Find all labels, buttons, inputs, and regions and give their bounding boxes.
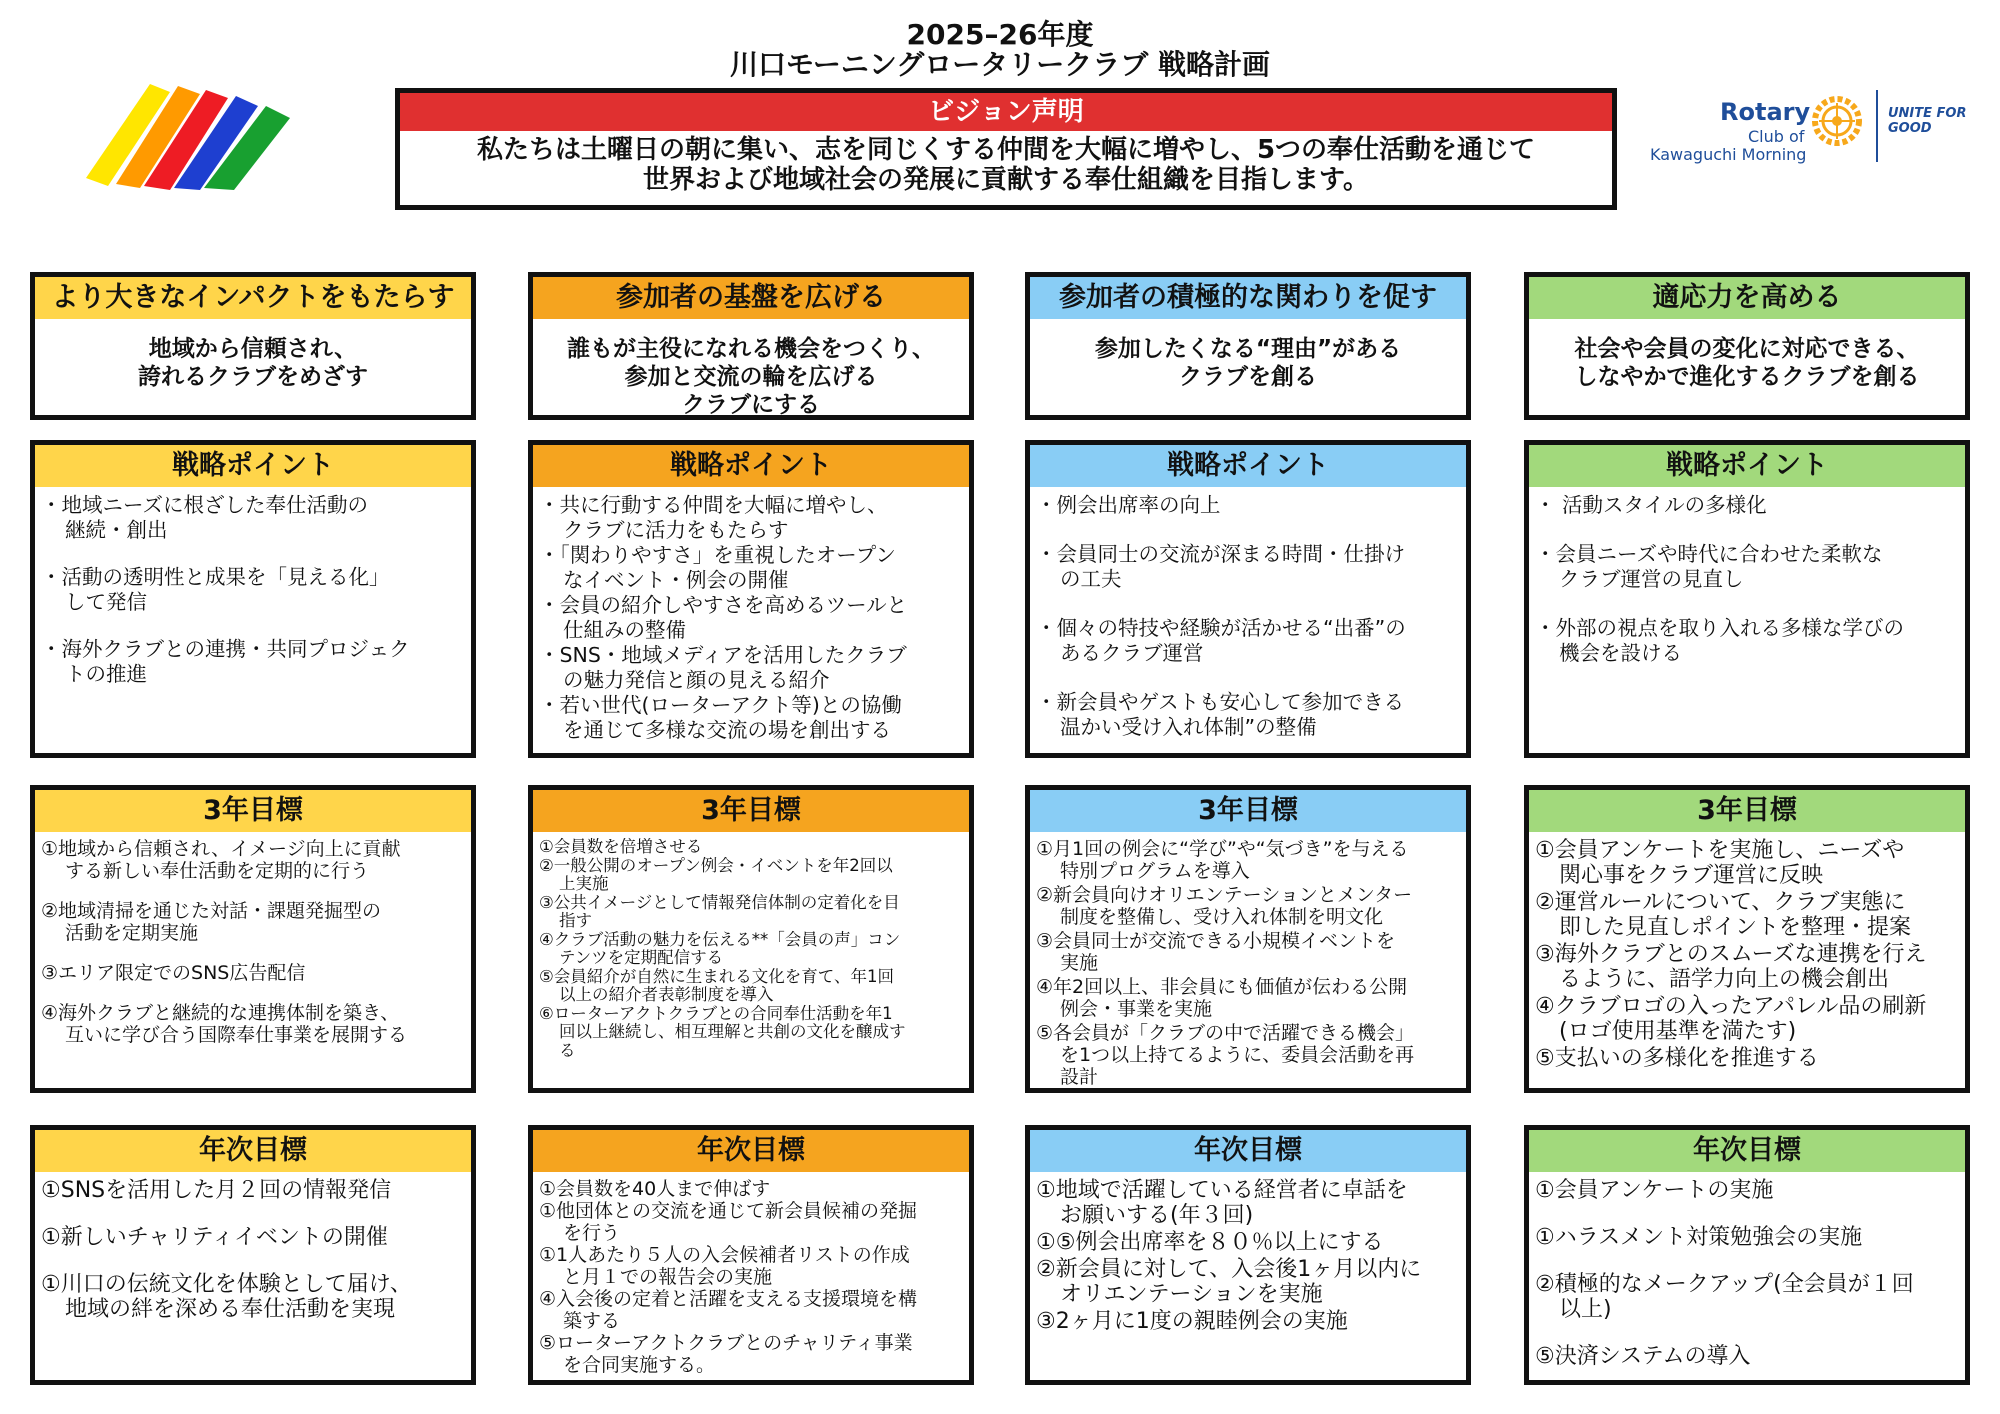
list-item-line: るように、語学力向上の機会創出 [1559, 967, 1890, 992]
list-item [1036, 542, 1460, 592]
list-item-line: ⑤支払いの多様化を推進する [1535, 1046, 1819, 1071]
points-heading: 戦略ポイント [1030, 445, 1466, 487]
list-item-line: と月１での報告会の実施 [563, 1266, 773, 1288]
plan-year: 2025–26年度 [906, 18, 1094, 51]
goal3-list [41, 838, 465, 1046]
list-item [41, 1272, 465, 1322]
list-item-line: ・会員同士の交流が深まる時間・仕掛け [1036, 542, 1405, 566]
list-item [41, 962, 465, 984]
list-item [41, 493, 465, 543]
list-item [41, 1225, 465, 1250]
rotary-wheel-icon [1810, 94, 1864, 148]
list-item-line: 活動を定期実施 [65, 922, 199, 944]
list-item-line: ③2ヶ月に1度の親睦例会の実施 [1036, 1309, 1348, 1334]
pillar-description-line: 参加したくなる“理由”がある [1094, 336, 1402, 362]
list-item-line: (ロゴ使用基準を満たす) [1559, 1019, 1797, 1044]
logo-divider [1876, 90, 1878, 162]
head-box-2 [528, 272, 974, 420]
list-item-line: 仕組みの整備 [563, 618, 686, 642]
list-item-line: ・海外クラブとの連携・共同プロジェク [41, 637, 410, 661]
list-item [539, 1244, 963, 1288]
pillar-description-line: クラブにする [682, 392, 820, 418]
list-item [1535, 542, 1959, 592]
list-item-line: ③海外クラブとのスムーズな連携を行え [1535, 942, 1927, 967]
points-heading: 戦略ポイント [1529, 445, 1965, 487]
list-item [1535, 890, 1959, 940]
list-item [1036, 976, 1460, 1020]
rotary-wordmark: Rotary [1720, 98, 1811, 126]
list-item-line: ①新しいチャリティイベントの開催 [41, 1225, 388, 1250]
pillar-description-line: クラブを創る [1179, 364, 1317, 390]
points-heading: 戦略ポイント [35, 445, 471, 487]
list-item [539, 894, 963, 931]
list-item-line: ・個々の特技や経験が活かせる“出番”の [1036, 616, 1406, 640]
points-box-4 [1524, 440, 1970, 758]
list-item-line: ④クラブ活動の魅力を伝える**「会員の声」コン [539, 929, 901, 949]
vision-line: 私たちは土曜日の朝に集い、志を同じくする仲間を大幅に増やし、5つの奉仕活動を通じて [476, 135, 1536, 165]
annual-heading: 年次目標 [35, 1130, 471, 1172]
list-item-line: ・共に行動する仲間を大幅に増やし、 [539, 493, 888, 517]
points-list [1535, 493, 1959, 666]
list-item-line: 関心事をクラブ運営に反映 [1559, 863, 1824, 888]
pillar-title: 適応力を高める [1529, 277, 1965, 319]
goal3-list [1535, 838, 1959, 1071]
list-item-line: ①⑤例会出席率を８０％以上にする [1036, 1230, 1384, 1255]
list-item-line: の工夫 [1060, 567, 1122, 591]
vision-statement-box [395, 88, 1617, 210]
list-item [1535, 942, 1959, 992]
vision-heading: ビジョン声明 [400, 93, 1612, 131]
list-item [1535, 994, 1959, 1044]
list-item-line: ③公共イメージとして情報発信体制の定着化を目 [539, 892, 900, 912]
pillar-description-line: 参加と交流の輪を広げる [624, 364, 878, 390]
list-item-line: あるクラブ運営 [1060, 641, 1204, 665]
list-item-line: 上実施 [559, 874, 609, 893]
list-item-line: 設計 [1060, 1066, 1099, 1088]
points-list [41, 493, 465, 687]
list-item [1036, 493, 1460, 518]
list-item-line: ⑥ローターアクトクラブとの合同奉仕活動を年1 [539, 1003, 893, 1023]
list-item [539, 593, 963, 643]
list-item-line: ①会員アンケートの実施 [1535, 1178, 1774, 1203]
list-item [41, 637, 465, 687]
list-item-line: ④年2回以上、非会員にも価値が伝わる公開 [1036, 976, 1408, 998]
list-item-line: ①会員アンケートを実施し、ニーズや [1535, 838, 1905, 863]
head-box-1 [30, 272, 476, 420]
list-item [41, 1178, 465, 1203]
list-item-line: お願いする(年３回) [1060, 1203, 1254, 1228]
list-item-line: オリエンテーションを実施 [1060, 1282, 1323, 1307]
list-item [1036, 884, 1460, 928]
pillar-description [533, 335, 969, 419]
list-item [1036, 1022, 1460, 1088]
list-item [539, 968, 963, 1005]
list-item [539, 1332, 963, 1376]
list-item-line: ・会員の紹介しやすさを高めるツールと [539, 593, 908, 617]
list-item-line: ③会員同士が交流できる小規模イベントを [1036, 930, 1396, 952]
list-item-line: 以上の紹介者表彰制度を導入 [559, 985, 774, 1004]
list-item-line: ②一般公開のオープン例会・イベントを年2回以 [539, 855, 893, 875]
goal3-list [539, 838, 963, 1060]
rotary-club-name: Kawaguchi Morning [1650, 145, 1807, 164]
list-item-line: ①SNSを活用した月２回の情報発信 [41, 1178, 392, 1203]
list-item-line: クラブ運営の見直し [1559, 567, 1744, 591]
points-heading: 戦略ポイント [533, 445, 969, 487]
list-item-line: 機会を設ける [1559, 641, 1682, 665]
list-item [539, 643, 963, 693]
head-box-4 [1524, 272, 1970, 420]
list-item [41, 900, 465, 944]
points-box-1 [30, 440, 476, 758]
list-item-line: ④海外クラブと継続的な連携体制を築き、 [41, 1002, 400, 1024]
pillar-title: 参加者の積極的な関わりを促す [1030, 277, 1466, 319]
goal3-heading: 3年目標 [1529, 790, 1965, 832]
list-item [539, 693, 963, 743]
list-item [1036, 1309, 1460, 1334]
pillar-title: より大きなインパクトをもたらす [35, 277, 471, 319]
list-item-line: ・若い世代(ローターアクト等)との協働 [539, 693, 902, 717]
annual-list [1036, 1178, 1460, 1334]
goal3-heading: 3年目標 [35, 790, 471, 832]
pillar-description-line: 誰もが主役になれる機会をつくり、 [567, 336, 935, 362]
pillar-description-line: 誇れるクラブをめざす [138, 364, 368, 390]
list-item-line: 以上) [1559, 1297, 1612, 1322]
list-item-line: 制度を整備し、受け入れ体制を明文化 [1060, 906, 1384, 928]
list-item-line: ①1人あたり５人の入会候補者リストの作成 [539, 1244, 910, 1266]
list-item-line: 実施 [1060, 952, 1099, 974]
list-item-line: ・「関わりやすさ」を重視したオープン [539, 543, 896, 567]
list-item [539, 543, 963, 593]
annual-heading: 年次目標 [1529, 1130, 1965, 1172]
list-item-line: ・SNS・地域メディアを活用したクラブ [539, 643, 907, 667]
list-item [1535, 1178, 1959, 1203]
goal3-box-4 [1524, 785, 1970, 1093]
list-item [539, 1288, 963, 1332]
list-item-line: ⑤ローターアクトクラブとのチャリティ事業 [539, 1332, 913, 1354]
list-item [1036, 690, 1460, 740]
list-item [1036, 1178, 1460, 1228]
list-item-line: を合同実施する。 [563, 1354, 716, 1376]
list-item [41, 1002, 465, 1046]
list-item-line: ⑤各会員が「クラブの中で活躍できる機会」 [1036, 1022, 1415, 1044]
goal3-list [1036, 838, 1460, 1088]
annual-list [539, 1178, 963, 1376]
annual-heading: 年次目標 [533, 1130, 969, 1172]
annual-box-3 [1025, 1125, 1471, 1385]
vision-text [400, 135, 1612, 195]
list-item [539, 857, 963, 894]
list-item [41, 565, 465, 615]
list-item-line: ①月1回の例会に“学び”や“気づき”を与える [1036, 838, 1409, 860]
list-item-line: ・活動の透明性と成果を「見える化」 [41, 565, 390, 589]
list-item-line: ②地域清掃を通じた対話・課題発掘型の [41, 900, 382, 922]
list-item-line: 継続・創出 [65, 518, 168, 542]
list-item [539, 493, 963, 543]
list-item [1535, 1046, 1959, 1071]
list-item-line: を行う [563, 1222, 621, 1244]
list-item [539, 1005, 963, 1061]
pillar-title: 参加者の基盤を広げる [533, 277, 969, 319]
list-item [1036, 1230, 1460, 1255]
list-item [1535, 1225, 1959, 1250]
list-item-line: ③エリア限定でのSNS広告配信 [41, 962, 306, 984]
list-item-line: ①他団体との交流を通じて新会員候補の発掘 [539, 1200, 918, 1222]
list-item-line: 指す [559, 911, 592, 930]
list-item-line: ②積極的なメークアップ(全会員が１回 [1535, 1272, 1914, 1297]
list-item [1036, 616, 1460, 666]
goal3-heading: 3年目標 [1030, 790, 1466, 832]
list-item [1535, 838, 1959, 888]
list-item-line: ⑤決済システムの導入 [1535, 1344, 1751, 1369]
pillar-description-line: しなやかで進化するクラブを創る [1574, 364, 1920, 390]
list-item-line: ・新会員やゲストも安心して参加できる [1036, 690, 1405, 714]
list-item-line: ①ハラスメント対策勉強会の実施 [1535, 1225, 1863, 1250]
list-item [539, 1200, 963, 1244]
annual-box-1 [30, 1125, 476, 1385]
pillar-description-line: 地域から信頼され、 [148, 336, 358, 362]
list-item-line: ①川口の伝統文化を体験として届け、 [41, 1272, 412, 1297]
list-item-line: 温かい受け入れ体制”の整備 [1060, 715, 1317, 739]
rotary-tagline: UNITE FOR GOOD [1888, 106, 1967, 136]
list-item-line: テンツを定期配信する [559, 948, 724, 967]
list-item [539, 838, 963, 857]
list-item-line: ・外部の視点を取り入れる多様な学びの [1535, 616, 1904, 640]
pillar-description [35, 335, 471, 391]
list-item [539, 931, 963, 968]
list-item-line: クラブに活力をもたらす [563, 518, 789, 542]
list-item-line: ・会員ニーズや時代に合わせた柔軟な [1535, 542, 1883, 566]
list-item-line: ④入会後の定着と活躍を支える支援環境を構 [539, 1288, 918, 1310]
list-item-line: して発信 [65, 590, 147, 614]
goal3-box-1 [30, 785, 476, 1093]
rotary-club-logo [1640, 86, 2000, 170]
list-item-line: ・例会出席率の向上 [1036, 493, 1221, 517]
list-item-line: を通じて多様な交流の場を創出する [563, 718, 891, 742]
points-list [539, 493, 963, 743]
list-item-line: 互いに学び合う国際奉仕事業を展開する [65, 1024, 408, 1046]
list-item-line: 即した見直しポイントを整理・提案 [1559, 915, 1912, 940]
list-item [1535, 493, 1959, 518]
list-item-line: ・地域ニーズに根ざした奉仕活動の [41, 493, 368, 517]
list-item-line: ①地域で活躍している経営者に卓話を [1036, 1178, 1408, 1203]
plan-title: 川口モーニングロータリークラブ 戦略計画 [729, 48, 1271, 81]
annual-box-2 [528, 1125, 974, 1385]
pillar-description [1529, 335, 1965, 391]
list-item-line: ①地域から信頼され、イメージ向上に貢献 [41, 838, 401, 860]
list-item-line: する新しい奉仕活動を定期的に行う [65, 860, 370, 882]
pillar-description [1030, 335, 1466, 391]
list-item-line: ②新会員に対して、入会後1ヶ月以内に [1036, 1257, 1422, 1282]
annual-heading: 年次目標 [1030, 1130, 1466, 1172]
list-item [1535, 1344, 1959, 1369]
list-item-line: ②運営ルールについて、クラブ実態に [1535, 890, 1906, 915]
list-item-line: トの推進 [65, 662, 147, 686]
points-box-2 [528, 440, 974, 758]
list-item-line: ①会員数を倍増させる [539, 837, 703, 856]
list-item-line: ⑤会員紹介が自然に生まれる文化を育て、年1回 [539, 966, 894, 986]
list-item [1535, 1272, 1959, 1322]
pillar-description-line: 社会や会員の変化に対応できる、 [1574, 336, 1920, 362]
points-box-3 [1025, 440, 1471, 758]
list-item-line: 築する [563, 1310, 621, 1332]
annual-list [41, 1178, 465, 1322]
list-item-line: 特別プログラムを導入 [1060, 860, 1250, 882]
list-item-line: なイベント・例会の開催 [563, 568, 789, 592]
list-item [1036, 838, 1460, 882]
goal3-box-3 [1025, 785, 1471, 1093]
vision-line: 世界および地域社会の発展に貢献する奉仕組織を目指します。 [643, 165, 1369, 195]
list-item-line: ②新会員向けオリエンテーションとメンター [1036, 884, 1413, 906]
list-item [1036, 930, 1460, 974]
list-item-line: ④クラブロゴの入ったアパレル品の刷新 [1535, 994, 1927, 1019]
list-item-line: ①会員数を40人まで伸ばす [539, 1178, 771, 1200]
list-item [1036, 1257, 1460, 1307]
list-item-line: 回以上継続し、相互理解と共創の文化を醸成す [559, 1022, 906, 1041]
list-item-line: を1つ以上持てるように、委員会活動を再 [1060, 1044, 1415, 1066]
goal3-box-2 [528, 785, 974, 1093]
list-item-line: る [559, 1040, 576, 1060]
list-item-line: の魅力発信と顔の見える紹介 [563, 668, 830, 692]
list-item-line: 例会・事業を実施 [1060, 998, 1213, 1020]
annual-box-4 [1524, 1125, 1970, 1385]
list-item-line: ・ 活動スタイルの多様化 [1535, 493, 1767, 517]
rotary-club-of: Club of [1748, 127, 1805, 146]
rainbow-brush-logo [78, 66, 318, 190]
list-item-line: 地域の絆を深める奉仕活動を実現 [65, 1297, 396, 1322]
head-box-3 [1025, 272, 1471, 420]
annual-list [1535, 1178, 1959, 1369]
goal3-heading: 3年目標 [533, 790, 969, 832]
list-item [539, 1178, 963, 1200]
list-item [41, 838, 465, 882]
points-list [1036, 493, 1460, 740]
list-item [1535, 616, 1959, 666]
